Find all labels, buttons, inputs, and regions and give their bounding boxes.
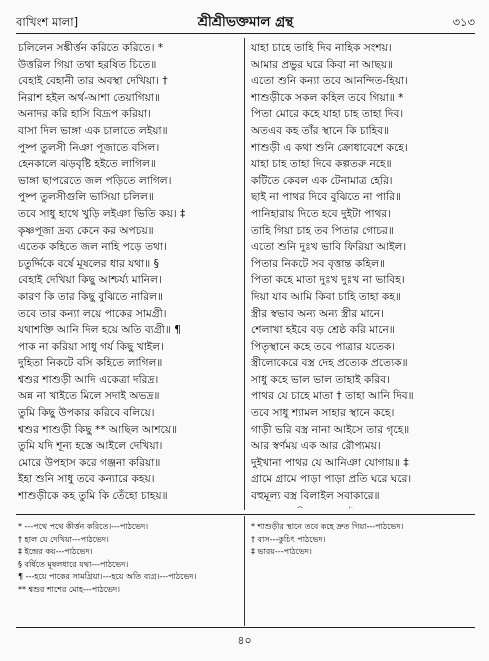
verse-line: পিতার নিকটে সব বৃত্তান্ত কহিল॥ xyxy=(251,257,385,270)
verse-line: আর স্বর্ণময় এক আর রৌপ্যময়। xyxy=(251,440,381,453)
verse-line: শ্বশুর শাশুড়ী কিছু ** আছিল আশয়ে॥ xyxy=(18,423,178,436)
verse-line: তবে সাধু হাথে খুড়ি লইঞা ভিতি কয়। ‡ xyxy=(18,207,186,220)
verse-line: পুষ্প তুলসী নিঞা পূজাতে বসিল। xyxy=(18,141,160,154)
verse-line: যথাশক্তি আনি দিল হয়ে অতি ব্যগ্রী॥ ¶ xyxy=(18,324,181,337)
verse-line: পিতৃস্থানে কহে তবে পাত্রার যতেক। xyxy=(251,340,396,353)
verse-line: বহুমূল্য বস্ত্র বিলাইল সবাকারে॥ xyxy=(251,490,380,503)
footnote: * শাশুড়ীর স্থানে তবে কহে দ্রুত গিয়া---পাঠভেদ। xyxy=(251,522,404,531)
verse-line: পুষ্প তুলসীগুলি ভাসিয়া চলিল॥ xyxy=(18,191,154,204)
verse-line: পাথর যে চাহে মাতা † তাহা আনি দিব॥ xyxy=(251,390,414,403)
verse-line: বেহাই বেহানী তার অবস্থা দেখিয়া। † xyxy=(18,75,168,88)
verse-line: পিতা মোরে কহে যাহা চাহ তাহা দিব। xyxy=(251,108,404,121)
footnote: ¶ ---হয়ে পাকের সামগ্রিয়া।---হয়ে অতি ব্যগ্র।---পাঠভেদ। xyxy=(18,572,197,581)
header-book-title: শ্রীশ্রীভক্তমাল গ্রন্থ xyxy=(197,14,294,30)
verse-column-right xyxy=(251,40,475,508)
footnote: § বর্ষিতে মূষলধারে যথা---পাঠভেদ। xyxy=(18,559,129,569)
footnote: † বাস---কুচিৎ পাঠভেদ। xyxy=(251,534,326,544)
verse-line: তুমি যদি শূন্য হস্তে আইলে দেখিয়া। xyxy=(18,440,163,453)
verse-line: স্ত্রীলোকেরে বস্ত্র দেহ প্রত্যেক প্রত্যেক॥ xyxy=(251,357,408,370)
verse-line: শাশুড়ী এ কথা শুনি ক্রোধাবেশে কহে। xyxy=(251,141,408,154)
verse-line: শ্বশুর শাশুড়ী আদি একেত্রা দরিদ্র। xyxy=(18,373,159,386)
column-divider xyxy=(244,38,245,510)
verse-line: উত্তরিল গিয়া তথা হরষিত চিতে॥ xyxy=(18,58,157,71)
verse-line: শাশুড়ীকে সকল কহিল তবে গিয়া॥ * xyxy=(251,91,404,104)
verse-line: ইহা শুনি সাধু তবে কন্যারে কহয়। xyxy=(18,473,155,486)
verse-line: এতো শুনি কন্যা তবে আনন্দিত-হিয়া। xyxy=(251,75,408,88)
verse-line: মোরে উপহাস করে গঞ্জনা করিয়া॥ xyxy=(18,456,161,469)
verse-line: স্ত্রীর স্বভাব অন্য অন্য স্ত্রীর মানে। xyxy=(251,307,384,320)
verse-line: এতো শুনি দুঃখ ভাবি ফিরিয়া আইল। xyxy=(251,241,407,254)
verse-line: অন্ন না খাইতে মিলে সদাই অভদ্র॥ xyxy=(18,390,160,403)
verse-line: তাহি গিয়া চাহ তব পিতার গোচর॥ xyxy=(251,224,394,237)
verse-line: তুমি কিছু উপকার করিবে বলিয়ে। xyxy=(18,407,155,420)
verse-line: ভাঙ্গা ছাপরেতে জল পড়িতে লাগিল। xyxy=(18,174,172,187)
verse-line: তবে তার কন্যা লয়ে পাকের সামগ্রী। xyxy=(18,307,167,320)
verse-line: কারণ কি তার কিছু বুঝিতে নারিল॥ xyxy=(18,290,163,303)
verse-line: আমার প্রভুর ঘরে কিবা না আছয়॥ xyxy=(251,58,394,71)
verse-line: কৃষ্ণপূজা দ্রব্য কেনে কর অপচয়॥ xyxy=(18,224,154,237)
running-header xyxy=(16,10,475,32)
verse-line: বাসা দিল ভাঙ্গা এক চালাতে লইয়া॥ xyxy=(18,124,168,137)
verse-line: চতুর্দ্দিকে বর্ষে মূষলের ধার যথা॥ § xyxy=(18,257,159,270)
verse-line: হেনকালে ঝড়বৃষ্টি হইতে লাগিল॥ xyxy=(18,158,156,171)
verse-line xyxy=(251,505,475,508)
verse-line: এতেক কহিতে জল নাহি পড়ে তথা। xyxy=(18,241,167,254)
verse-line: সাধু কহে ভাল ভাল তাহাই করিব। xyxy=(251,373,390,386)
verse-line: অনাদর করি হাসি বিদ্রূপ করিয়া। xyxy=(18,108,151,121)
verse-line: পাক না করিয়া সাধু গৰ্য কিছু খাইল। xyxy=(18,340,164,353)
footnote: † হাল যে দেখিয়া---পাঠভেদ। xyxy=(18,534,109,544)
verse-line: দুহিতা নিকটে বসি কহিতে লাগিল॥ xyxy=(18,357,163,370)
footnote-rule-bottom xyxy=(16,627,475,628)
verse-line: শাশুড়ীকে কহ তুমি কি তেঁহো চাহয়॥ xyxy=(18,490,168,503)
footnote: ** শ্বশুর শাশের মোহ---পাঠভেদ। xyxy=(18,584,121,594)
footnote-divider xyxy=(244,516,245,626)
footnote: * ---পথে পথে কীর্ত্তন করিতে।---পাঠভেদ। xyxy=(18,522,149,531)
verse-line: গ্রামে গ্রামে পাড়া পাড়া প্রতি ঘরে ঘরে। xyxy=(251,473,412,486)
header-rule xyxy=(16,33,475,34)
verse-column-left xyxy=(18,40,236,508)
footnotes-right xyxy=(251,521,475,629)
verse-line: দিয়া যাব আমি কিবা চাহি তাহা কহ॥ xyxy=(251,290,401,303)
verse-line: অতএব কহ তাঁর স্থানে কি চাহিব॥ xyxy=(251,124,390,137)
verse-line: গাড়ী ভরি বস্ত্র নানা আইসে তার গৃহে॥ xyxy=(251,423,410,436)
verse-line: পিতা কহে মাতা দুঃখ দুঃখ না ভাবিহ। xyxy=(251,274,405,287)
verse-line: কটিতে কেবল এক টেনামাত্র হেরি। xyxy=(251,174,393,187)
header-chapter: বাখিংশ মালা] xyxy=(16,15,79,29)
verse-line: ছাই না পাথর দিবে বুঝিতে না পারি॥ xyxy=(251,191,401,204)
verse-line: শেলাখা হইবে বড় শ্রেষ্ঠ করি মানে॥ xyxy=(251,324,395,337)
verse-line: যাহা চাহ তাহা দিবে কল্পতরু নহে॥ xyxy=(251,158,392,171)
verse-line: চলিলেন সঙ্কীর্ত্তন করিতে করিতে। * xyxy=(18,42,164,54)
verse-line: যাহা চাহে তাহি দিব নাহিক সংশয়। xyxy=(251,42,392,54)
verse-line: বেহাই দেখিয়া কিছু আশ্চর্য্য মানিল। xyxy=(18,274,162,287)
footnote: ‡ ইন্দ্রের কয়---পাঠভেদ। xyxy=(18,547,93,556)
page-folio: ৪০ xyxy=(237,634,252,647)
footnote: ‡ ভারয়---পাঠভেদ। xyxy=(251,547,312,556)
verse-line: দুইখানা পাথর যে আনিঞা যোগায়॥ ‡ xyxy=(251,456,409,469)
header-page-number: ৩১৩ xyxy=(452,15,475,29)
footnotes-left xyxy=(18,521,240,629)
verse-line: তবে সাধু শ্যামল সাহার স্থানে কহে। xyxy=(251,407,395,420)
verse-line: নিরাশ হইল অর্থ-আশা তেয়াগিয়া॥ xyxy=(18,91,160,104)
footnote-rule-top xyxy=(16,514,475,515)
verse-line: পানিহারায় দিতে হবে দুইটা পাথর। xyxy=(251,207,392,220)
